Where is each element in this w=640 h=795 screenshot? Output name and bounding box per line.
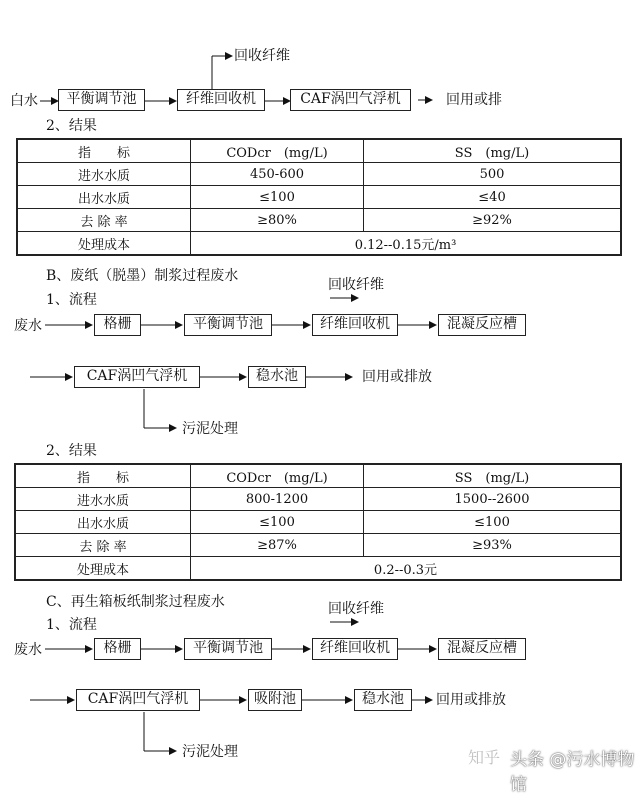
flow-heading: 1、流程 [46,292,97,308]
table-header-cell: 指 标 [17,139,191,163]
table-cell: ≤40 [364,186,622,209]
table-row [15,488,621,511]
flow-box-fiber-recovery: 纤维回收机 [177,89,265,111]
table-row [17,186,621,209]
flow-end-label: 回用或排放 [436,692,506,708]
toutiao-watermark: 头条 @污水博物馆 [510,750,635,795]
table-row [17,209,621,232]
flow-box-screen: 格栅 [94,638,141,660]
table-header-cell: 指 标 [15,464,191,488]
table-cell: 去 除 率 [15,534,191,557]
table-cell: 500 [364,163,622,186]
table-cell-cost: 0.12--0.15元/m³ [191,232,622,256]
table-cell: ≥92% [364,209,622,232]
table-cell: ≤100 [191,186,364,209]
table-cell: ≤100 [364,511,622,534]
table-header-cell: CODcr (mg/L) [191,139,364,163]
flow-box-stabilization-tank: 稳水池 [248,366,306,388]
sludge-label: 污泥处理 [182,421,238,437]
table-cell: ≤100 [191,511,364,534]
table-header-cell: CODcr (mg/L) [191,464,364,488]
table-row-cost [17,232,621,256]
results-table-a [16,138,622,256]
table-cell: 去 除 率 [17,209,191,232]
zhihu-watermark: 知乎 [468,748,501,767]
table-cell: 450-600 [191,163,364,186]
table-cell: 处理成本 [17,232,191,256]
table-cell: 出水水质 [17,186,191,209]
side-output-label: 回收纤维 [328,601,384,617]
flow-box-coagulation-tank: 混凝反应槽 [438,314,526,336]
section-title: C、再生箱板纸制浆过程废水 [46,594,225,610]
table-row-cost [15,557,621,581]
results-heading: 2、结果 [46,118,97,134]
table-header-row [15,464,621,488]
flow-start-label: 白水 [10,93,38,109]
flow-box-balance-tank: 平衡调节池 [184,314,272,336]
table-cell: 1500--2600 [364,488,622,511]
flow-start-label: 废水 [14,642,42,658]
results-table-b [14,463,622,581]
table-header-cell: SS (mg/L) [364,139,622,163]
flow-box-fiber-recovery: 纤维回收机 [312,638,398,660]
flow-box-caf-flotation: CAF涡凹气浮机 [290,89,411,111]
table-row [15,511,621,534]
flow-end-label: 回用或排放 [362,369,432,385]
flow-box-caf-flotation: CAF涡凹气浮机 [76,689,200,711]
flow-box-balance-tank: 平衡调节池 [184,638,272,660]
table-cell: 出水水质 [15,511,191,534]
table-cell: 处理成本 [15,557,191,581]
flow-heading: 1、流程 [46,617,97,633]
table-cell: ≥87% [191,534,364,557]
table-cell: ≥93% [364,534,622,557]
table-row [15,534,621,557]
results-heading: 2、结果 [46,443,97,459]
table-header-row [17,139,621,163]
flow-start-label: 废水 [14,318,42,334]
table-row [17,163,621,186]
side-output-label: 回收纤维 [328,277,384,293]
flow-box-screen: 格栅 [94,314,141,336]
flow-box-stabilization-tank: 稳水池 [354,689,412,711]
table-cell: ≥80% [191,209,364,232]
table-cell: 800-1200 [191,488,364,511]
flow-box-caf-flotation: CAF涡凹气浮机 [74,366,200,388]
sludge-label: 污泥处理 [182,744,238,760]
table-cell: 进水水质 [17,163,191,186]
table-cell: 进水水质 [15,488,191,511]
flow-box-fiber-recovery: 纤维回收机 [312,314,398,336]
section-title: B、废纸（脱墨）制浆过程废水 [46,268,239,284]
flow-box-coagulation-tank: 混凝反应槽 [438,638,526,660]
side-output-label: 回收纤维 [234,48,290,64]
table-header-cell: SS (mg/L) [364,464,622,488]
flow-box-balance-tank: 平衡调节池 [58,89,145,111]
flow-box-adsorption-tank: 吸附池 [248,689,302,711]
flow-end-label: 回用或排 [446,92,502,108]
table-cell-cost: 0.2--0.3元 [191,557,622,581]
